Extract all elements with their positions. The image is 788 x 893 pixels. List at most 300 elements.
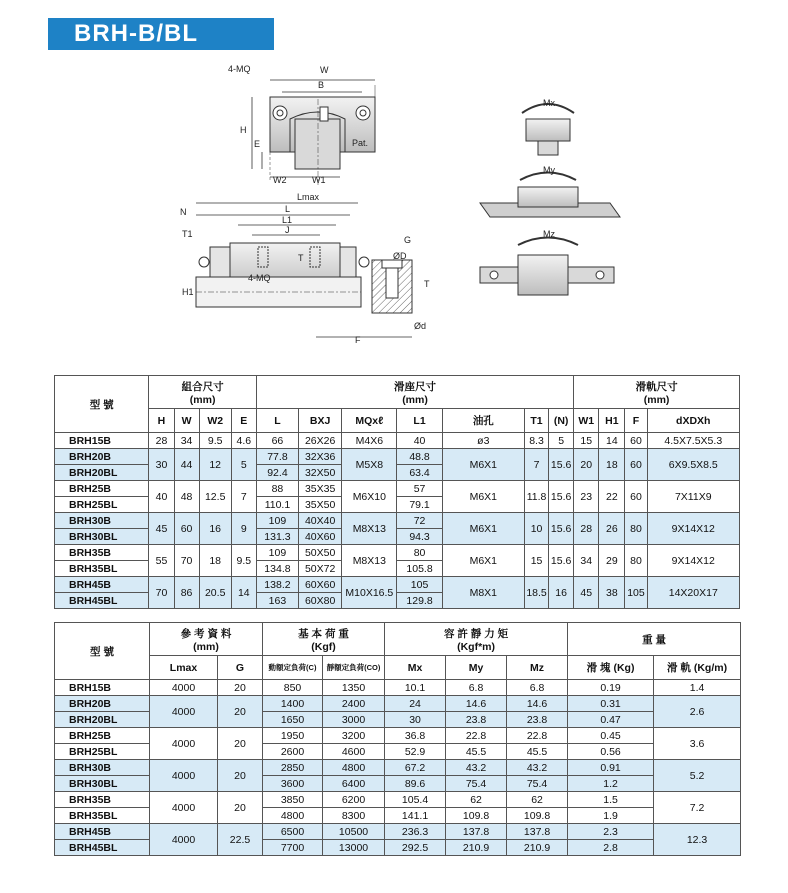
table-cell: 22.8 bbox=[446, 728, 507, 744]
table-cell: 89.6 bbox=[385, 776, 446, 792]
column-header: Mz bbox=[507, 656, 568, 680]
table-cell: 35X35 bbox=[299, 481, 342, 497]
model-cell: BRH25BL bbox=[55, 744, 150, 760]
table-cell: 6.8 bbox=[507, 680, 568, 696]
table-cell: 7.2 bbox=[654, 792, 741, 824]
static-moment-header-label: 容 許 靜 力 矩 bbox=[443, 627, 509, 640]
model-cell: BRH30B bbox=[55, 760, 150, 776]
table-header-row bbox=[55, 376, 740, 409]
table-cell: 1650 bbox=[263, 712, 323, 728]
table-cell: 48.8 bbox=[397, 449, 442, 465]
table-cell: 8300 bbox=[323, 808, 385, 824]
table-cell: 4.6 bbox=[231, 433, 256, 449]
table-cell: 18.5 bbox=[524, 577, 548, 609]
table-cell: 141.1 bbox=[385, 808, 446, 824]
table-cell: 0.47 bbox=[568, 712, 654, 728]
column-header: F bbox=[625, 409, 647, 433]
table-cell: 105 bbox=[625, 577, 647, 609]
table-cell: 2.3 bbox=[568, 824, 654, 840]
assembly-dimension-header-unit: (mm) bbox=[189, 393, 216, 406]
label-t1: T1 bbox=[182, 229, 193, 239]
table-cell: 36.8 bbox=[385, 728, 446, 744]
table-cell: 2850 bbox=[263, 760, 323, 776]
table-cell: 4.5X7.5X5.3 bbox=[647, 433, 739, 449]
model-header: 型 號 bbox=[55, 376, 149, 433]
table-cell: 75.4 bbox=[446, 776, 507, 792]
table-cell: 7700 bbox=[263, 840, 323, 856]
table-cell: 850 bbox=[263, 680, 323, 696]
table-cell: 292.5 bbox=[385, 840, 446, 856]
label-w2: W2 bbox=[273, 175, 287, 185]
table-cell: 60 bbox=[625, 449, 647, 481]
table-cell: 55 bbox=[149, 545, 174, 577]
table-row bbox=[55, 760, 741, 776]
column-header: W1 bbox=[574, 409, 599, 433]
table-cell: 80 bbox=[625, 513, 647, 545]
table-cell: 22.5 bbox=[218, 824, 263, 856]
table-cell: 34 bbox=[174, 433, 199, 449]
moment-mz-diagram bbox=[480, 229, 614, 295]
table-cell: 43.2 bbox=[507, 760, 568, 776]
model-cell: BRH35B bbox=[55, 792, 150, 808]
table-cell: 48 bbox=[174, 481, 199, 513]
model-cell: BRH15B bbox=[55, 433, 149, 449]
column-header: 油孔 bbox=[442, 409, 524, 433]
table-cell: 4800 bbox=[263, 808, 323, 824]
technical-drawing bbox=[0, 55, 788, 365]
table-cell: 2600 bbox=[263, 744, 323, 760]
basic-load-header-label: 基 本 荷 重 bbox=[298, 627, 349, 640]
table-cell: M6X1 bbox=[442, 513, 524, 545]
column-header: MQxℓ bbox=[342, 409, 397, 433]
model-cell: BRH45BL bbox=[55, 840, 150, 856]
table-cell: 1950 bbox=[263, 728, 323, 744]
table-cell: 45.5 bbox=[507, 744, 568, 760]
table-cell: 20 bbox=[218, 792, 263, 824]
table-cell: 138.2 bbox=[256, 577, 298, 593]
table-cell: 20 bbox=[218, 760, 263, 792]
table-cell: 60 bbox=[625, 433, 647, 449]
table-cell: 14.6 bbox=[507, 696, 568, 712]
table-cell: 4000 bbox=[150, 792, 218, 824]
column-header: Mx bbox=[385, 656, 446, 680]
table-cell: 32X50 bbox=[299, 465, 342, 481]
table-cell: 3000 bbox=[323, 712, 385, 728]
table-row bbox=[55, 696, 741, 712]
table-cell: 9X14X12 bbox=[647, 513, 739, 545]
table-cell: 4000 bbox=[150, 824, 218, 856]
table-cell: 60X80 bbox=[299, 593, 342, 609]
column-header: W bbox=[174, 409, 199, 433]
table-cell: 18 bbox=[599, 449, 625, 481]
label-mz: Mz bbox=[543, 229, 555, 239]
label-t: T bbox=[298, 253, 304, 263]
table-cell: 109.8 bbox=[507, 808, 568, 824]
table-row bbox=[55, 728, 741, 744]
column-header: L bbox=[256, 409, 298, 433]
table-cell: 20 bbox=[218, 728, 263, 760]
rail-dimension-header-unit: (mm) bbox=[643, 393, 670, 406]
table-cell: 2.6 bbox=[654, 696, 741, 728]
table-cell: 34 bbox=[574, 545, 599, 577]
table-cell: 26 bbox=[599, 513, 625, 545]
load-table bbox=[54, 622, 741, 856]
model-cell: BRH25BL bbox=[55, 497, 149, 513]
table-cell: M10X16.5 bbox=[342, 577, 397, 609]
table-cell: 12.3 bbox=[654, 824, 741, 856]
table-cell: 92.4 bbox=[256, 465, 298, 481]
table-cell: 70 bbox=[149, 577, 174, 609]
rail-dimension-header-label: 滑軌尺寸 bbox=[635, 380, 678, 393]
side-view bbox=[180, 192, 369, 307]
moment-mx-diagram bbox=[522, 98, 574, 155]
table-cell: 45.5 bbox=[446, 744, 507, 760]
table-cell: 9 bbox=[231, 513, 256, 545]
table-cell: 23.8 bbox=[446, 712, 507, 728]
table-cell: 3.6 bbox=[654, 728, 741, 760]
table-cell: 6200 bbox=[323, 792, 385, 808]
label-f: F bbox=[355, 335, 361, 345]
table-cell: 15.6 bbox=[549, 513, 574, 545]
table-cell: 40 bbox=[397, 433, 442, 449]
table-row bbox=[55, 824, 741, 840]
table-cell: 79.1 bbox=[397, 497, 442, 513]
label-4-mq: 4-MQ bbox=[228, 64, 251, 74]
table-cell: 40X60 bbox=[299, 529, 342, 545]
table-cell: 163 bbox=[256, 593, 298, 609]
table-cell: ø3 bbox=[442, 433, 524, 449]
table-cell: 70 bbox=[174, 545, 199, 577]
model-cell: BRH45BL bbox=[55, 593, 149, 609]
table-cell: 1.5 bbox=[568, 792, 654, 808]
block-dimension-header bbox=[256, 376, 573, 409]
table-cell: 62 bbox=[446, 792, 507, 808]
model-cell: BRH30B bbox=[55, 513, 149, 529]
table-cell: 2.8 bbox=[568, 840, 654, 856]
column-header: Lmax bbox=[150, 656, 218, 680]
table-cell: 14 bbox=[231, 577, 256, 609]
table-cell: 7 bbox=[231, 481, 256, 513]
table-row bbox=[55, 433, 740, 449]
table-cell: 0.19 bbox=[568, 680, 654, 696]
table-cell: 11.8 bbox=[524, 481, 548, 513]
table-cell: 4000 bbox=[150, 728, 218, 760]
table-cell: 4000 bbox=[150, 696, 218, 728]
table-cell: 60 bbox=[625, 481, 647, 513]
column-header: BXJ bbox=[299, 409, 342, 433]
table-cell: 13000 bbox=[323, 840, 385, 856]
table-cell: 1.9 bbox=[568, 808, 654, 824]
table-cell: 20.5 bbox=[199, 577, 231, 609]
model-cell: BRH25B bbox=[55, 481, 149, 497]
label-l1: L1 bbox=[282, 215, 293, 225]
label-n: N bbox=[180, 207, 187, 217]
table-cell: 26X26 bbox=[299, 433, 342, 449]
column-header: W2 bbox=[199, 409, 231, 433]
model-cell: BRH20BL bbox=[55, 465, 149, 481]
table-cell: 94.3 bbox=[397, 529, 442, 545]
label-pat: Pat. bbox=[352, 138, 369, 148]
column-header: 滑 軌 (Kg/m) bbox=[654, 656, 741, 680]
static-moment-header-unit: (Kgf*m) bbox=[457, 640, 495, 653]
column-header: G bbox=[218, 656, 263, 680]
column-header: 動額定負荷(C) bbox=[263, 656, 323, 680]
label-h: H bbox=[240, 125, 247, 135]
dimension-table bbox=[54, 375, 740, 609]
label-h1: H1 bbox=[182, 287, 194, 297]
table-cell: M6X1 bbox=[442, 449, 524, 481]
page-title: BRH-B/BL bbox=[48, 18, 274, 50]
table-cell: 3600 bbox=[263, 776, 323, 792]
table-cell: 1350 bbox=[323, 680, 385, 696]
table-cell: 30 bbox=[149, 449, 174, 481]
model-header: 型 號 bbox=[55, 623, 150, 680]
table-cell: 0.31 bbox=[568, 696, 654, 712]
table-cell: 1.4 bbox=[654, 680, 741, 696]
table-cell: 137.8 bbox=[446, 824, 507, 840]
table-cell: 57 bbox=[397, 481, 442, 497]
model-cell: BRH35BL bbox=[55, 561, 149, 577]
table-cell: 86 bbox=[174, 577, 199, 609]
column-header: 靜額定負荷(CO) bbox=[323, 656, 385, 680]
table-cell: 28 bbox=[149, 433, 174, 449]
table-cell: 9.5 bbox=[199, 433, 231, 449]
column-header: H1 bbox=[599, 409, 625, 433]
table-cell: 105.4 bbox=[385, 792, 446, 808]
table-cell: 9.5 bbox=[231, 545, 256, 577]
table-row bbox=[55, 680, 741, 696]
table-cell: 0.56 bbox=[568, 744, 654, 760]
table-cell: 80 bbox=[397, 545, 442, 561]
table-cell: 105 bbox=[397, 577, 442, 593]
table-cell: 66 bbox=[256, 433, 298, 449]
label-w: W bbox=[320, 65, 329, 75]
label-4-mq-side: 4-MQ bbox=[248, 273, 271, 283]
table-cell: 40X40 bbox=[299, 513, 342, 529]
table-cell: M6X1 bbox=[442, 545, 524, 577]
table-cell: 60 bbox=[174, 513, 199, 545]
table-cell: 6.8 bbox=[446, 680, 507, 696]
table-cell: 105.8 bbox=[397, 561, 442, 577]
table-cell: 4800 bbox=[323, 760, 385, 776]
reference-data-header bbox=[150, 623, 263, 656]
table-cell: 60X60 bbox=[299, 577, 342, 593]
label-phi-d-large: ØD bbox=[393, 251, 407, 261]
reference-data-header-label: 參 考 資 料 bbox=[180, 627, 232, 640]
table-cell: 131.3 bbox=[256, 529, 298, 545]
table-cell: 210.9 bbox=[446, 840, 507, 856]
table-cell: 67.2 bbox=[385, 760, 446, 776]
table-cell: 35X50 bbox=[299, 497, 342, 513]
label-mx: Mx bbox=[543, 98, 555, 108]
table-cell: 14X20X17 bbox=[647, 577, 739, 609]
model-cell: BRH20BL bbox=[55, 712, 150, 728]
column-header: My bbox=[446, 656, 507, 680]
label-my: My bbox=[543, 165, 555, 175]
table-cell: 80 bbox=[625, 545, 647, 577]
table-header-row bbox=[55, 623, 741, 656]
column-header: L1 bbox=[397, 409, 442, 433]
front-view bbox=[228, 64, 375, 185]
table-cell: 23 bbox=[574, 481, 599, 513]
table-cell: 110.1 bbox=[256, 497, 298, 513]
table-cell: 18 bbox=[199, 545, 231, 577]
label-t-right: T bbox=[424, 279, 430, 289]
table-cell: 15.6 bbox=[549, 481, 574, 513]
table-cell: 77.8 bbox=[256, 449, 298, 465]
table-cell: 45 bbox=[574, 577, 599, 609]
table-cell: 14.6 bbox=[446, 696, 507, 712]
column-header: 滑 塊 (Kg) bbox=[568, 656, 654, 680]
model-cell: BRH15B bbox=[55, 680, 150, 696]
label-w1: W1 bbox=[312, 175, 326, 185]
table-cell: M4X6 bbox=[342, 433, 397, 449]
model-cell: BRH45B bbox=[55, 824, 150, 840]
table-cell: 236.3 bbox=[385, 824, 446, 840]
table-cell: 4000 bbox=[150, 680, 218, 696]
table-cell: 9X14X12 bbox=[647, 545, 739, 577]
table-cell: 129.8 bbox=[397, 593, 442, 609]
table-cell: 0.45 bbox=[568, 728, 654, 744]
table-cell: 134.8 bbox=[256, 561, 298, 577]
table-cell: 12.5 bbox=[199, 481, 231, 513]
table-cell: 72 bbox=[397, 513, 442, 529]
table-cell: 4000 bbox=[150, 760, 218, 792]
table-cell: 29 bbox=[599, 545, 625, 577]
table-cell: 5 bbox=[231, 449, 256, 481]
model-cell: BRH35B bbox=[55, 545, 149, 561]
table-cell: M8X13 bbox=[342, 513, 397, 545]
table-cell: 14 bbox=[599, 433, 625, 449]
model-cell: BRH35BL bbox=[55, 808, 150, 824]
table-cell: 10500 bbox=[323, 824, 385, 840]
label-e: E bbox=[254, 139, 261, 149]
table-cell: M8X13 bbox=[342, 545, 397, 577]
table-row bbox=[55, 577, 740, 593]
table-cell: 22 bbox=[599, 481, 625, 513]
table-row bbox=[55, 545, 740, 561]
table-cell: 16 bbox=[549, 577, 574, 609]
label-phi-d-small: Ød bbox=[414, 321, 427, 331]
table-cell: 3200 bbox=[323, 728, 385, 744]
table-cell: 3850 bbox=[263, 792, 323, 808]
model-cell: BRH20B bbox=[55, 696, 150, 712]
column-header: H bbox=[149, 409, 174, 433]
moment-my-diagram bbox=[480, 165, 620, 217]
table-cell: 1.2 bbox=[568, 776, 654, 792]
table-cell: 2400 bbox=[323, 696, 385, 712]
table-cell: 6X9.5X8.5 bbox=[647, 449, 739, 481]
table-cell: 12 bbox=[199, 449, 231, 481]
table-cell: 15 bbox=[524, 545, 548, 577]
label-g: G bbox=[404, 235, 412, 245]
table-cell: 5 bbox=[549, 433, 574, 449]
label-j: J bbox=[285, 225, 290, 235]
table-cell: 44 bbox=[174, 449, 199, 481]
table-cell: 62 bbox=[507, 792, 568, 808]
table-cell: 32X36 bbox=[299, 449, 342, 465]
table-cell: 109 bbox=[256, 513, 298, 529]
table-cell: 63.4 bbox=[397, 465, 442, 481]
table-cell: 10 bbox=[524, 513, 548, 545]
table-cell: 5.2 bbox=[654, 760, 741, 792]
table-cell: 137.8 bbox=[507, 824, 568, 840]
block-dimension-header-label: 滑座尺寸 bbox=[394, 380, 437, 393]
table-cell: 210.9 bbox=[507, 840, 568, 856]
table-cell: 15.6 bbox=[549, 449, 574, 481]
block-dimension-header-unit: (mm) bbox=[402, 393, 428, 406]
table-cell: 4600 bbox=[323, 744, 385, 760]
model-cell: BRH45B bbox=[55, 577, 149, 593]
rail-dimension-header bbox=[574, 376, 740, 409]
basic-load-header-unit: (Kgf) bbox=[311, 640, 336, 653]
table-subheader-row bbox=[55, 656, 741, 680]
table-cell: 8.3 bbox=[524, 433, 548, 449]
table-row bbox=[55, 792, 741, 808]
table-cell: 10.1 bbox=[385, 680, 446, 696]
table-cell: M5X8 bbox=[342, 449, 397, 481]
table-row bbox=[55, 449, 740, 465]
table-cell: 0.91 bbox=[568, 760, 654, 776]
table-cell: 1400 bbox=[263, 696, 323, 712]
table-cell: 40 bbox=[149, 481, 174, 513]
table-cell: 20 bbox=[218, 696, 263, 728]
table-cell: M8X1 bbox=[442, 577, 524, 609]
table-cell: M6X10 bbox=[342, 481, 397, 513]
table-cell: 38 bbox=[599, 577, 625, 609]
table-cell: 43.2 bbox=[446, 760, 507, 776]
table-cell: 50X50 bbox=[299, 545, 342, 561]
label-lmax: Lmax bbox=[297, 192, 320, 202]
label-l: L bbox=[285, 204, 291, 214]
table-cell: 16 bbox=[199, 513, 231, 545]
table-row bbox=[55, 513, 740, 529]
table-cell: 50X72 bbox=[299, 561, 342, 577]
model-cell: BRH25B bbox=[55, 728, 150, 744]
table-cell: 6400 bbox=[323, 776, 385, 792]
table-cell: 24 bbox=[385, 696, 446, 712]
table-subheader-row bbox=[55, 409, 740, 433]
model-cell: BRH30BL bbox=[55, 529, 149, 545]
assembly-dimension-header-label: 組合尺寸 bbox=[181, 380, 224, 393]
table-row bbox=[55, 481, 740, 497]
assembly-dimension-header bbox=[149, 376, 256, 409]
table-cell: 22.8 bbox=[507, 728, 568, 744]
column-header: E bbox=[231, 409, 256, 433]
table-cell: 7X11X9 bbox=[647, 481, 739, 513]
table-cell: 28 bbox=[574, 513, 599, 545]
weight-header bbox=[568, 623, 741, 656]
table-cell: M6X1 bbox=[442, 481, 524, 513]
label-b: B bbox=[318, 80, 325, 90]
column-header: (N) bbox=[549, 409, 574, 433]
table-cell: 15.6 bbox=[549, 545, 574, 577]
reference-data-header-unit: (mm) bbox=[193, 640, 219, 653]
table-cell: 20 bbox=[218, 680, 263, 696]
table-cell: 109.8 bbox=[446, 808, 507, 824]
static-moment-header bbox=[385, 623, 568, 656]
table-cell: 20 bbox=[574, 449, 599, 481]
table-cell: 30 bbox=[385, 712, 446, 728]
table-cell: 45 bbox=[149, 513, 174, 545]
model-cell: BRH30BL bbox=[55, 776, 150, 792]
basic-load-header bbox=[263, 623, 385, 656]
model-cell: BRH20B bbox=[55, 449, 149, 465]
weight-header-label: 重 量 bbox=[642, 633, 667, 646]
table-cell: 6500 bbox=[263, 824, 323, 840]
column-header: dXDXh bbox=[647, 409, 739, 433]
table-cell: 109 bbox=[256, 545, 298, 561]
